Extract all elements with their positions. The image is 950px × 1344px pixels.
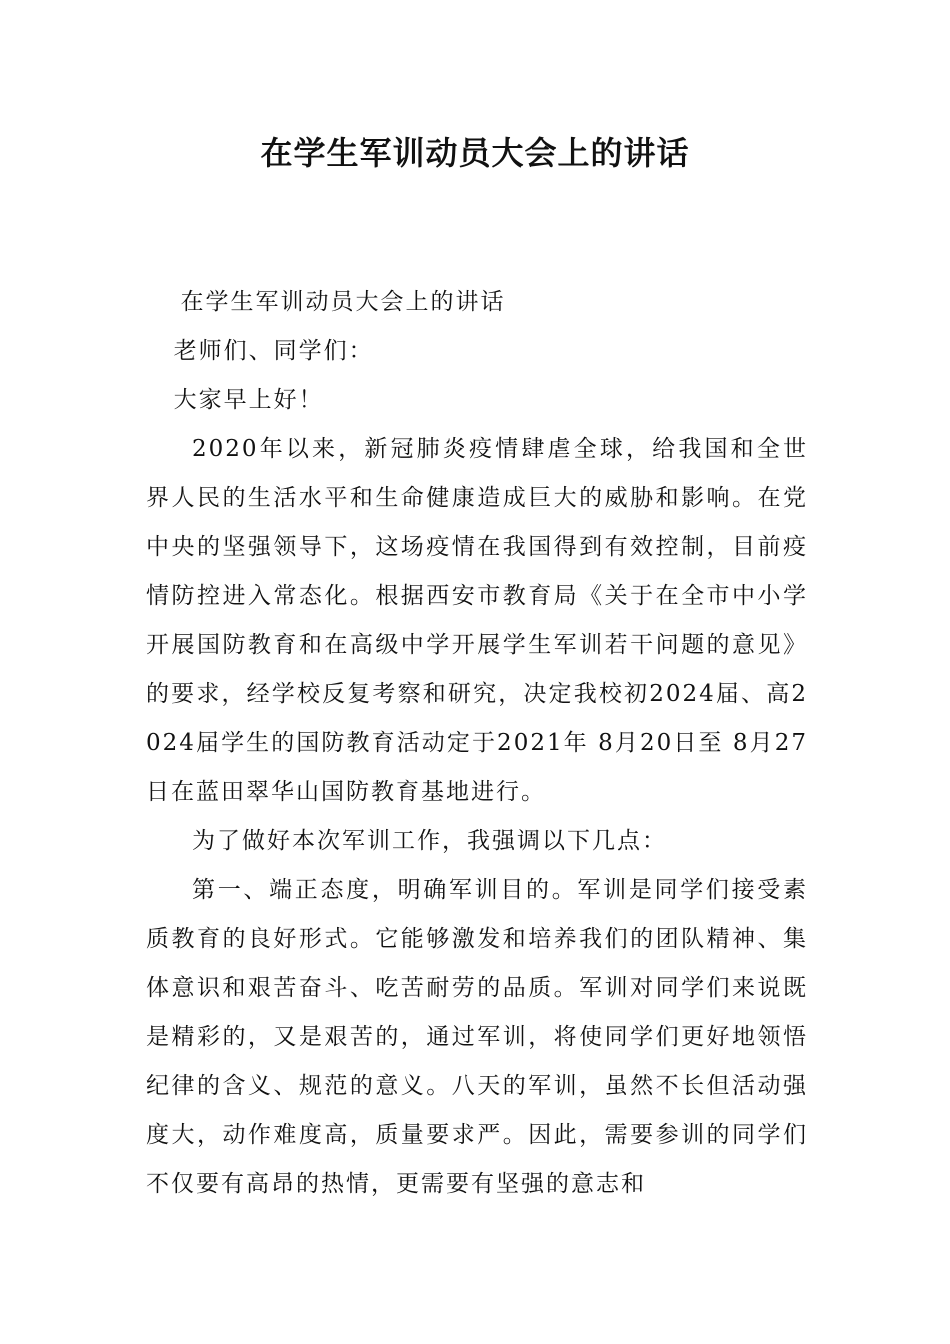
document-body — [146, 278, 808, 1209]
salutation: 老师们、同学们： — [173, 338, 374, 364]
paragraph-background: 2020年以来，新冠肺炎疫情肆虐全球，给我国和全世界人民的生活水平和生命健康造成巨大的威胁和影响。在党中央的坚强领导下，这场疫情在我国得到有效控制，目前疫情防控进入常态化。根据西安市教育局《关于在全市中小学开展国防教育和在高级中学开展学生军训若干问题的意见》的要求，经学校反复考察和研究，决定我校初2024届、高2024届学生的国防教育活动定于2021年 8月20日至 8月27日在蓝田翠华山国防教育基地进行。 — [146, 436, 808, 805]
paragraph-key-points-intro: 为了做好本次军训工作，我强调以下几点： — [192, 828, 667, 854]
document-subtitle: 在学生军训动员大会上的讲话 — [180, 289, 506, 315]
paragraph-point-one: 第一、端正态度，明确军训目的。军训是同学们接受素质教育的良好形式。它能够激发和培养我们的团队精神、集体意识和艰苦奋斗、吃苦耐劳的品质。军训对同学们来说既是精彩的，又是艰苦的，通过军训，将使同学们更好地领悟纪律的含义、规范的意义。八天的军训，虽然不长但活动强度大，动作难度高，质量要求严。因此，需要参训的同学们不仅要有高昂的热情，更需要有坚强的意志和 — [146, 877, 808, 1197]
document-title: 在学生军训动员大会上的讲话 — [260, 134, 690, 172]
greeting: 大家早上好！ — [173, 387, 324, 413]
